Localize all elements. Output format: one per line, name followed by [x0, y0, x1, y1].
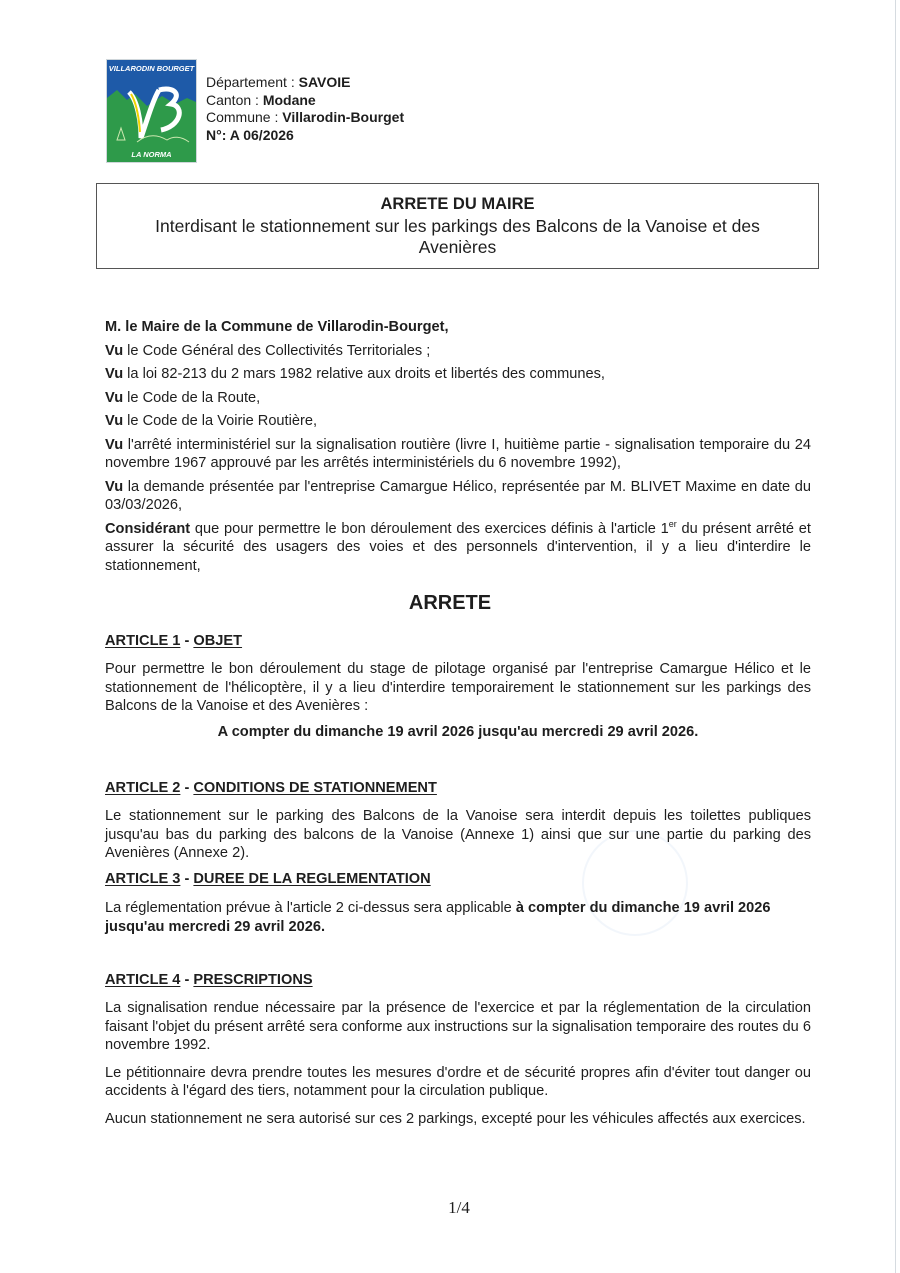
- article-4-paragraph: Le pétitionnaire devra prendre toutes les mesures d'ordre et de sécurité propres afin d'éviter tout danger ou accidents à l'égard des tiers, notamment pour la circulation publique.: [105, 1064, 811, 1099]
- departement-label: Département :: [206, 74, 299, 90]
- vu-item: Vu la loi 82-213 du 2 mars 1982 relative aux droits et libertés des communes,: [105, 366, 605, 382]
- article-4-paragraph: La signalisation rendue nécessaire par la présence de l'exercice et par la réglementation de la circulation faisant l'objet du présent arrêté sera conforme aux instructions sur la signalisation temporaire des routes du 6 novembre 1992.: [105, 1000, 811, 1053]
- canton-value: Modane: [262, 91, 316, 108]
- logo-top-text: VILLARODIN BOURGET: [108, 64, 195, 73]
- article-2-heading: ARTICLE 2 - CONDITIONS DE STATIONNEMENT: [105, 780, 437, 796]
- article-3-heading: ARTICLE 3 - DUREE DE LA REGLEMENTATION: [105, 871, 431, 887]
- scan-edge-line: [895, 0, 896, 1273]
- preamble-intro: M. le Maire de la Commune de Villarodin-Bourget,: [105, 319, 449, 335]
- title-box: [96, 183, 819, 269]
- commune-line: [206, 109, 404, 127]
- article-4-paragraph: Aucun stationnement ne sera autorisé sur ces 2 parkings, excepté pour les véhicules affectés aux exercices.: [105, 1110, 806, 1127]
- vu-item: Vu l'arrêté interministériel sur la signalisation routière (livre I, huitième partie - signalisation temporaire du 24 novembre 1967 approuvé par les arrêtés interministériels du 6 novembre 1992),: [105, 436, 811, 471]
- preamble: [105, 318, 811, 575]
- arrete-heading: ARRETE: [408, 592, 492, 614]
- vu-item: Vu la demande présentée par l'entreprise Camargue Hélico, représentée par M. BLIVET Maxime en date du 03/03/2026,: [105, 478, 811, 513]
- document-subtitle-line2: Avenières: [418, 237, 497, 257]
- commune-logo: [106, 59, 197, 163]
- article-1-dates: A compter du dimanche 19 avril 2026 jusqu'au mercredi 29 avril 2026.: [217, 724, 699, 740]
- commune-value: Villarodin-Bourget: [282, 109, 405, 125]
- numero-line: [206, 127, 404, 145]
- article-1-heading: ARTICLE 1 - OBJET: [105, 633, 243, 649]
- vu-item: Vu le Code de la Voirie Routière,: [105, 413, 317, 429]
- canton-line: [206, 92, 404, 110]
- article-1-body: [105, 660, 811, 716]
- commune-label: Commune :: [206, 109, 283, 125]
- article-2-paragraph: Le stationnement sur le parking des Balcons de la Vanoise sera interdit depuis les toilettes publiques jusqu'au bas du parking des balcons de la Vanoise (Annexe 1) ainsi que sur une partie du parking des Avenières (Annexe 2).: [105, 808, 811, 861]
- article-2-body: [105, 807, 811, 863]
- document-title: ARRETE DU MAIRE: [380, 195, 535, 213]
- document-subtitle-line1: Interdisant le stationnement sur les parkings des Balcons de la Vanoise et des: [155, 215, 760, 236]
- departement-value: SAVOIE: [298, 74, 351, 90]
- considerant-paragraph: Considérant que pour permettre le bon déroulement des exercices définis à l'article 1er du présent arrêté et assurer la sécurité des usagers des voies et des personnels d'intervention, il y a lieu d'interdire le stationnement,: [105, 518, 811, 574]
- logo-bottom-text: LA NORMA: [131, 150, 172, 159]
- vu-item: Vu le Code Général des Collectivités Territoriales ;: [105, 342, 431, 359]
- canton-label: Canton :: [206, 91, 263, 108]
- header-info: [206, 74, 404, 144]
- numero-value: A 06/2026: [229, 126, 294, 143]
- article-3-body: [105, 899, 811, 936]
- article-4-heading: ARTICLE 4 - PRESCRIPTIONS: [105, 972, 313, 988]
- page-number: 1/4: [448, 1198, 470, 1217]
- departement-line: [206, 74, 404, 92]
- numero-label: N°:: [206, 126, 230, 143]
- article-4-body: [105, 999, 811, 1128]
- article-3-paragraph: La réglementation prévue à l'article 2 ci-dessus sera applicable à compter du dimanche 19 avril 2026 jusqu'au mercredi 29 avril 2026.: [105, 900, 771, 935]
- vu-item: Vu le Code de la Route,: [105, 389, 261, 406]
- article-1-paragraph: Pour permettre le bon déroulement du stage de pilotage organisé par l'entreprise Camargue Hélico et le stationnement de l'hélicoptère, il y a lieu d'interdire temporairement le stationnement sur les parkings des Balcons de la Vanoise et des Avenières :: [105, 661, 811, 714]
